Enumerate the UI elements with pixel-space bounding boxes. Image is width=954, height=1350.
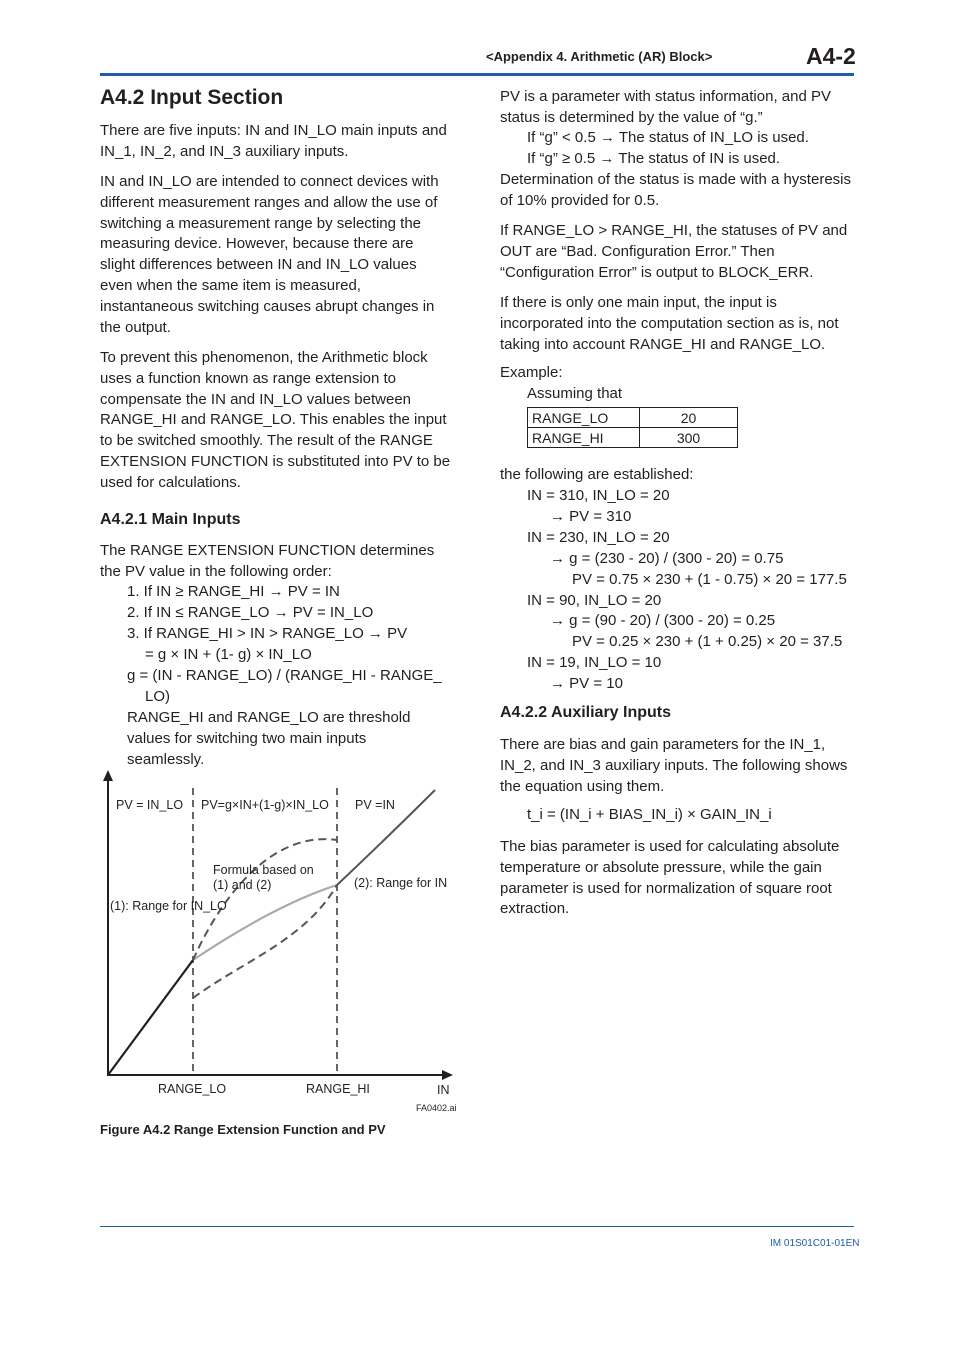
pv-blend-curve	[193, 885, 337, 960]
g-formula: g = (IN - RANGE_LO) / (RANGE_HI - RANGE_	[127, 667, 442, 684]
example-line: IN = 310, IN_LO = 20	[527, 487, 670, 504]
status-condition: If “g” ≥ 0.5 → The status of IN is used.	[527, 150, 781, 167]
list-item: 2. If IN ≤ RANGE_LO → PV = IN_LO	[127, 604, 374, 621]
example-result: PV = 0.25 × 230 + (1 + 0.25) × 20 = 37.5	[572, 633, 843, 650]
auxiliary-equation: t_i = (IN_i + BIAS_IN_i) × GAIN_IN_i	[527, 806, 772, 823]
range-extension-figure	[95, 770, 465, 1120]
list-item-continuation: = g × IN + (1- g) × IN_LO	[145, 646, 312, 663]
x-tick-range-hi: RANGE_HI	[306, 1082, 370, 1096]
range-for-in-lo-label: (1): Range for IN_LO	[110, 899, 227, 913]
example-result: → PV = 310	[550, 508, 632, 525]
footer-rule	[100, 1226, 854, 1227]
figure-file-id: FA0402.ai	[416, 1103, 457, 1113]
table-row	[528, 428, 738, 448]
list-item: 1. If IN ≥ RANGE_HI → PV = IN	[127, 583, 340, 600]
example-line: IN = 90, IN_LO = 20	[527, 592, 662, 609]
x-axis-label: IN	[437, 1083, 450, 1097]
pv-in-lo-label: PV = IN_LO	[116, 798, 184, 812]
established-label: the following are established:	[500, 466, 694, 483]
pv-in-label: PV =IN	[355, 798, 395, 812]
hysteresis-paragraph: Determination of the status is made with a hysteresis of 10% provided for 0.5.	[500, 171, 851, 209]
example-result: PV = 0.75 × 230 + (1 - 0.75) × 20 = 177.5	[572, 571, 847, 588]
y-axis-arrow	[103, 770, 113, 781]
range-extension-paragraph: To prevent this phenomenon, the Arithmetic block uses a function known as range extension to compensate the IN and IN_LO values between RANGE_HI and RANGE_LO. This enables the input to be switched smoothly. The result of the RANGE EXTENSION FUNCTION is substituted into PV to be used for calculations.	[100, 349, 451, 491]
figure-caption: Figure A4.2 Range Extension Function and PV	[100, 1122, 386, 1137]
page-number: A4-2	[806, 43, 856, 69]
example-label: Example:	[500, 364, 563, 381]
intro-paragraph: There are five inputs: IN and IN_LO main inputs and IN_1, IN_2, and IN_3 auxiliary inputs.	[100, 122, 447, 160]
table-cell: 300	[640, 428, 738, 448]
example-line: IN = 230, IN_LO = 20	[527, 529, 670, 546]
pv-status-paragraph: PV is a parameter with status information, and PV status is determined by the value of “g.”	[500, 88, 831, 126]
single-input-paragraph: If there is only one main input, the input is incorporated into the computation section as is, not taking into account RANGE_HI and RANGE_LO.	[500, 294, 839, 353]
subsection-heading-main-inputs: A4.2.1 Main Inputs	[100, 511, 241, 528]
in-lo-curve	[108, 960, 193, 1075]
header-rule	[100, 73, 854, 76]
auxiliary-paragraph: There are bias and gain parameters for the IN_1, IN_2, and IN_3 auxiliary inputs. The following shows the equation using them.	[500, 736, 848, 795]
g-formula-continuation: LO)	[145, 688, 171, 705]
example-result: → g = (230 - 20) / (300 - 20) = 0.75	[550, 550, 784, 567]
formula-based-label: Formula based on	[213, 863, 314, 877]
config-error-paragraph: If RANGE_LO > RANGE_HI, the statuses of PV and OUT are “Bad. Configuration Error.” Then “Configuration Error” is output to BLOCK_ERR.	[500, 222, 848, 281]
list-item: 3. If RANGE_HI > IN > RANGE_LO → PV	[127, 625, 408, 642]
range-for-in-label: (2): Range for IN	[354, 876, 448, 890]
example-result: → g = (90 - 20) / (300 - 20) = 0.25	[550, 612, 776, 629]
subsection-heading-auxiliary-inputs: A4.2.2 Auxiliary Inputs	[500, 704, 672, 721]
document-id: IM 01S01C01-01EN	[770, 1238, 860, 1249]
main-inputs-paragraph: IN and IN_LO are intended to connect devices with different measurement ranges and allow the use of switching a measurement range by selecting the measuring device. However, because there are slight differences between IN and IN_LO values even when the same item is measured, instantaneous switching causes abrupt changes in the output.	[100, 173, 439, 336]
section-heading: A4.2 Input Section	[100, 86, 284, 109]
running-header: <Appendix 4. Arithmetic (AR) Block>	[486, 49, 713, 64]
table-cell: RANGE_HI	[528, 428, 640, 448]
pv-formula-label: PV=g×IN+(1-g)×IN_LO	[201, 798, 329, 812]
threshold-note: RANGE_HI and RANGE_LO are threshold values for switching two main inputs seamlessly.	[127, 709, 411, 768]
assuming-label: Assuming that	[527, 385, 623, 402]
table-row	[528, 408, 738, 428]
status-condition: If “g” < 0.5 → The status of IN_LO is used.	[527, 129, 809, 146]
order-paragraph: The RANGE EXTENSION FUNCTION determines the PV value in the following order:	[100, 542, 435, 580]
example-line: IN = 19, IN_LO = 10	[527, 654, 662, 671]
formula-based-label-line2: (1) and (2)	[213, 878, 272, 892]
table-cell: 20	[640, 408, 738, 428]
table-cell: RANGE_LO	[528, 408, 640, 428]
x-axis-arrow	[442, 1070, 453, 1080]
x-tick-range-lo: RANGE_LO	[158, 1082, 227, 1096]
example-result: → PV = 10	[550, 675, 623, 692]
bias-gain-paragraph: The bias parameter is used for calculating absolute temperature or absolute pressure, while the gain parameter is used for normalization of square root extraction.	[500, 838, 840, 918]
example-table	[527, 407, 738, 448]
